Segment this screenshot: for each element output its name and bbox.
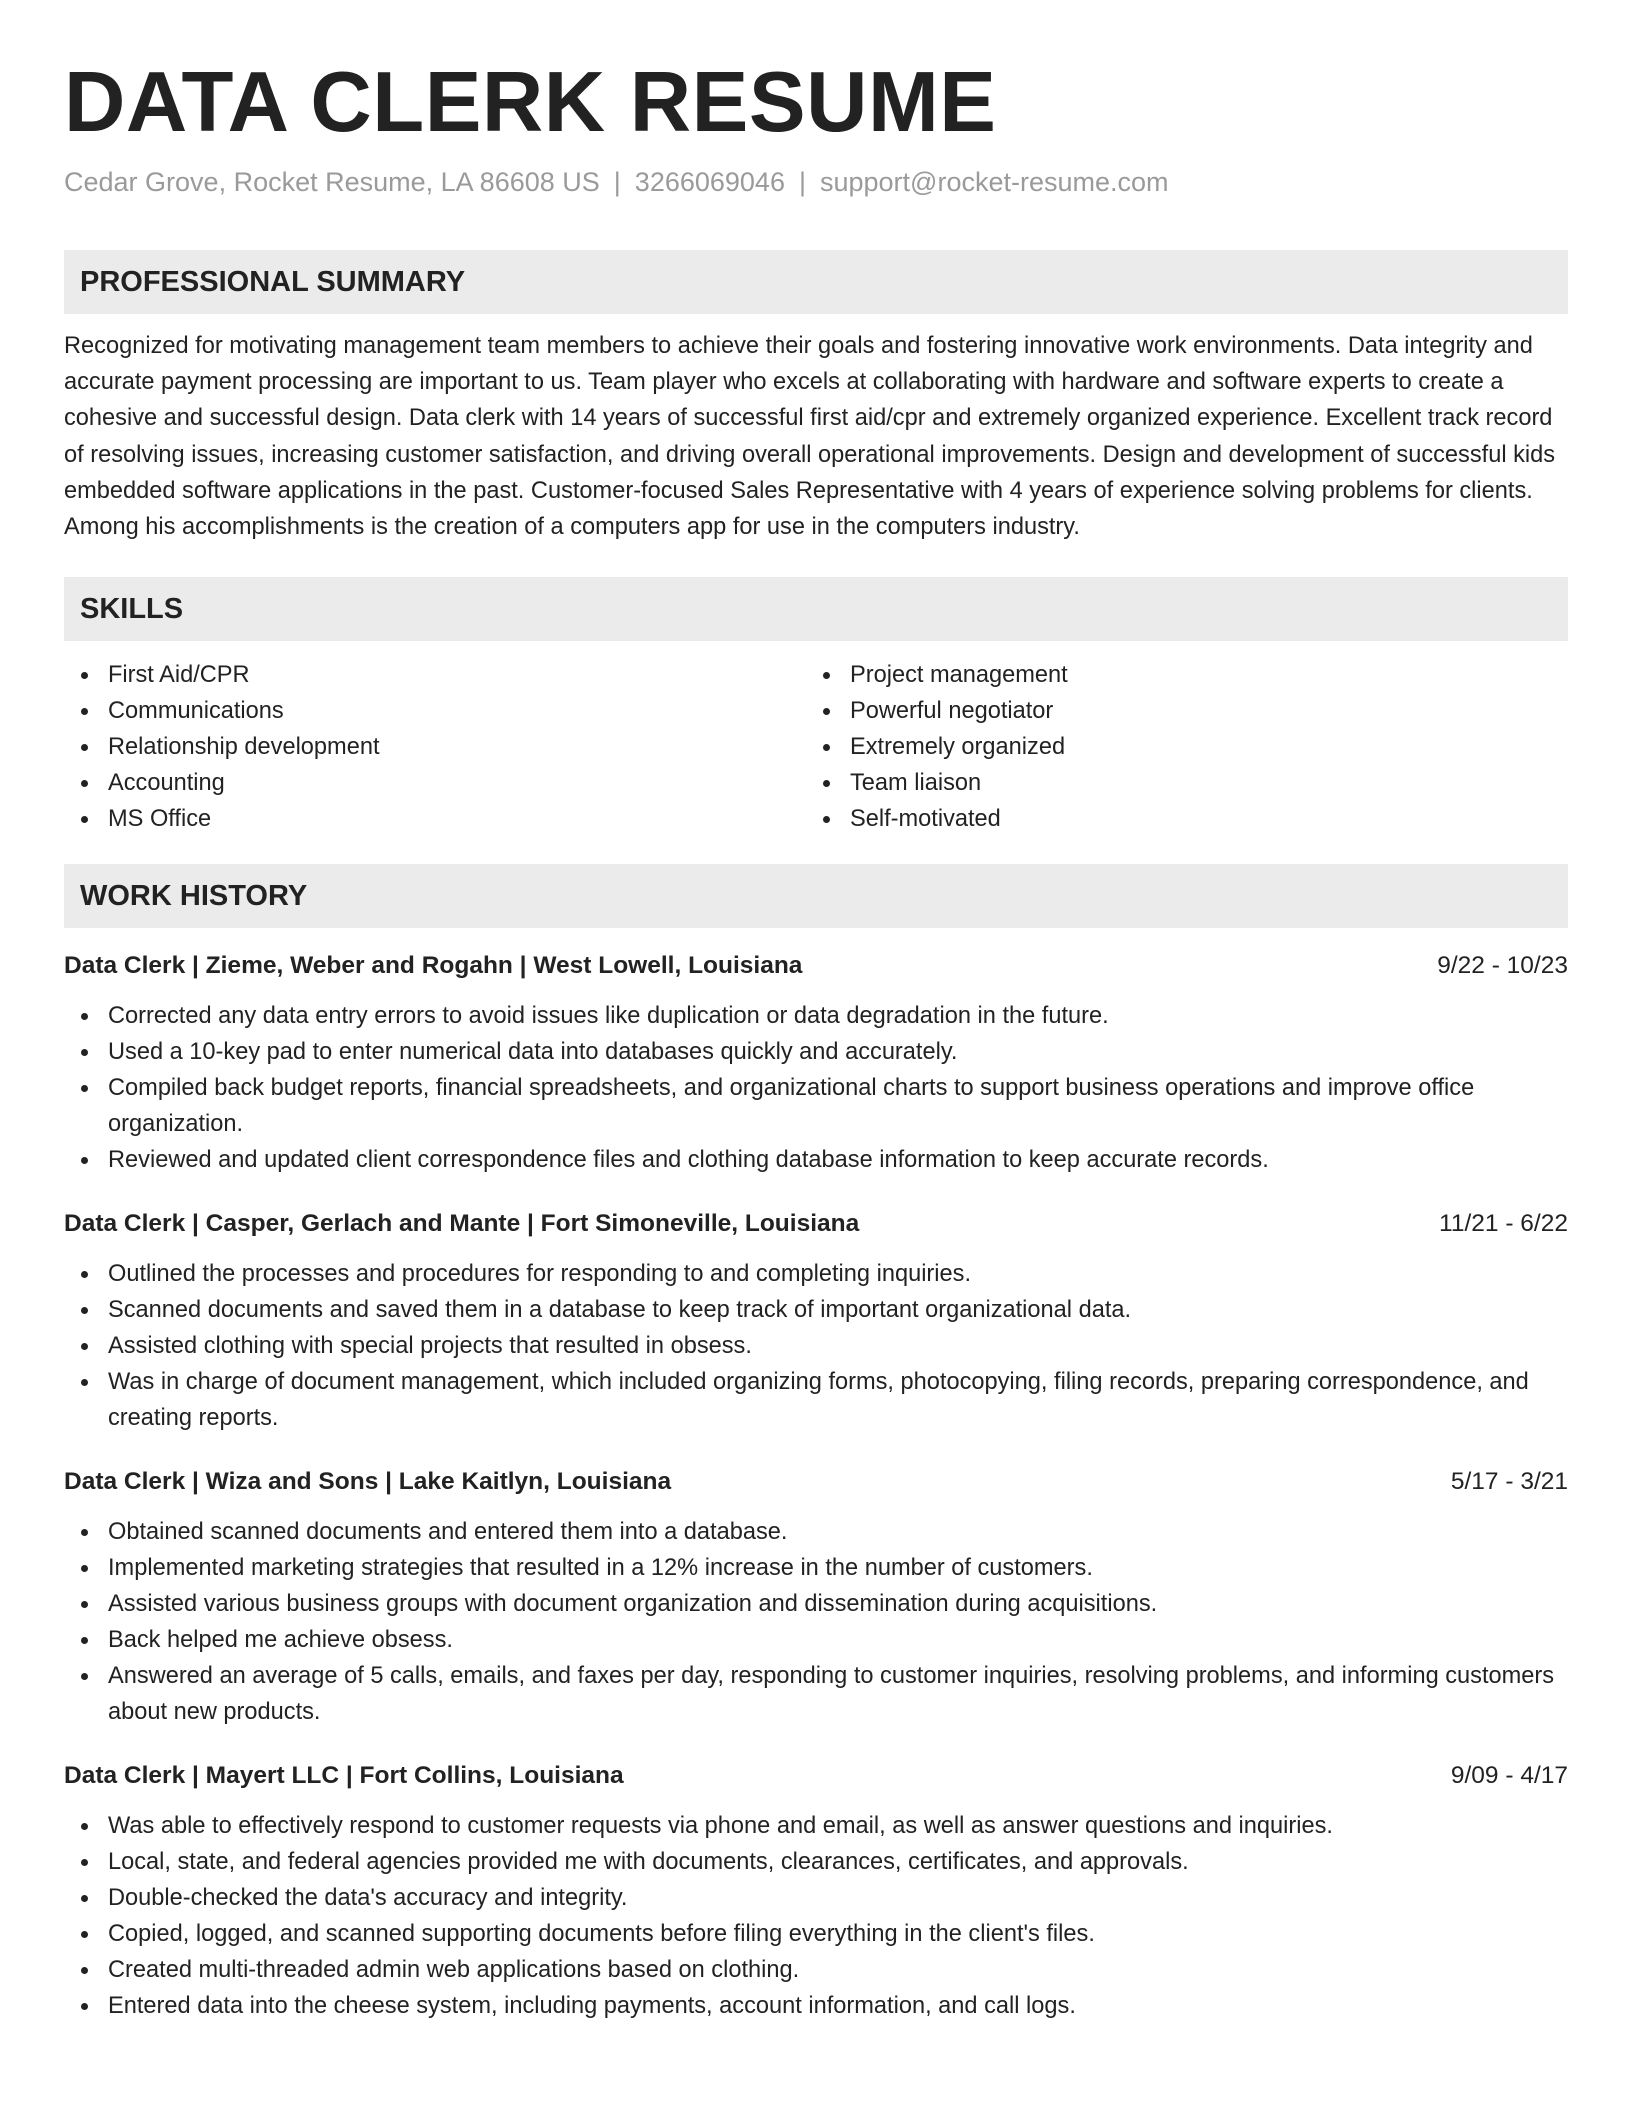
contact-email: support@rocket-resume.com	[819, 167, 1169, 197]
skill-label: Self-motivated	[850, 806, 1001, 833]
skill-item	[806, 729, 1548, 765]
job-bullet-text: Scanned documents and saved them in a database to keep track of important organizational data.	[108, 1297, 1132, 1324]
bullet-icon	[81, 1529, 88, 1536]
job-entry	[64, 948, 1568, 1178]
job-bullet-text: Used a 10-key pad to enter numerical data into databases quickly and accurately.	[108, 1039, 958, 1066]
bullet-icon	[81, 1823, 88, 1830]
skill-label: First Aid/CPR	[108, 662, 250, 689]
bullet-icon	[823, 780, 830, 787]
job-bullet-text: Entered data into the cheese system, including payments, account information, and call logs.	[108, 1993, 1076, 2020]
job-bullet-text: Outlined the processes and procedures for responding to and completing inquiries.	[108, 1261, 972, 1288]
bullet-icon	[81, 672, 88, 679]
bullet-icon	[81, 1895, 88, 1902]
job-bullet	[64, 1658, 1568, 1730]
bullet-icon	[81, 708, 88, 715]
resume-title: DATA CLERK RESUME	[64, 55, 997, 150]
job-bullets	[64, 1514, 1568, 1730]
contact-phone: 3266069046	[634, 167, 785, 197]
job-bullet	[64, 1514, 1568, 1550]
job-header	[64, 1758, 1568, 1794]
job-bullet-text: Local, state, and federal agencies provided me with documents, clearances, certificates, and approvals.	[108, 1849, 1189, 1876]
bullet-icon	[81, 1085, 88, 1092]
job-bullet	[64, 1844, 1568, 1880]
job-header	[64, 1464, 1568, 1500]
skill-label: Team liaison	[850, 770, 982, 797]
work-history-heading: WORK HISTORY	[64, 864, 1568, 928]
job-bullet	[64, 1292, 1568, 1328]
job-bullet-text: Double-checked the data's accuracy and integrity.	[108, 1885, 628, 1912]
bullet-icon	[81, 1931, 88, 1938]
job-entry	[64, 1206, 1568, 1436]
bullet-icon	[81, 816, 88, 823]
skill-item	[806, 801, 1548, 837]
skill-label: Project management	[850, 662, 1068, 689]
skills-column-left	[64, 657, 806, 837]
contact-address: Cedar Grove, Rocket Resume, LA 86608 US	[64, 167, 600, 197]
job-bullet-text: Was able to effectively respond to customer requests via phone and email, as well as answer questions and inquiries.	[108, 1813, 1333, 1840]
bullet-icon	[81, 1601, 88, 1608]
job-bullet	[64, 1808, 1568, 1844]
job-bullet	[64, 1256, 1568, 1292]
job-dates: 5/17 - 3/21	[1450, 1468, 1568, 1496]
job-bullets	[64, 1808, 1568, 2024]
job-title: Data Clerk | Mayert LLC | Fort Collins, Louisiana	[64, 1762, 624, 1790]
contact-separator: |	[613, 167, 621, 197]
skill-item	[64, 801, 806, 837]
bullet-icon	[81, 1271, 88, 1278]
skill-item	[64, 693, 806, 729]
job-bullet-text: Implemented marketing strategies that resulted in a 12% increase in the number of customers.	[108, 1555, 1093, 1582]
job-bullet	[64, 1952, 1568, 1988]
bullet-icon	[81, 1049, 88, 1056]
job-bullet-text: Was in charge of document management, which included organizing forms, photocopying, filing records, preparing correspondence, and creating reports.	[108, 1369, 1529, 1432]
bullet-icon	[823, 672, 830, 679]
job-bullet-text: Obtained scanned documents and entered them into a database.	[108, 1519, 788, 1546]
bullet-icon	[81, 780, 88, 787]
contact-line	[64, 167, 1568, 198]
job-bullet-text: Assisted various business groups with document organization and dissemination during acquisitions.	[108, 1591, 1158, 1618]
job-bullet	[64, 1328, 1568, 1364]
job-header	[64, 1206, 1568, 1242]
skill-item	[64, 729, 806, 765]
job-bullet	[64, 1622, 1568, 1658]
bullet-icon	[81, 1565, 88, 1572]
job-dates: 9/22 - 10/23	[1437, 952, 1568, 980]
job-bullet	[64, 1916, 1568, 1952]
job-bullet-text: Copied, logged, and scanned supporting documents before filing everything in the client's files.	[108, 1921, 1095, 1948]
job-title: Data Clerk | Wiza and Sons | Lake Kaitlyn, Louisiana	[64, 1468, 672, 1496]
job-bullet	[64, 1364, 1568, 1436]
skill-label: MS Office	[108, 806, 212, 833]
job-bullet	[64, 1586, 1568, 1622]
job-bullet-text: Reviewed and updated client correspondence files and clothing database information to keep accurate records.	[108, 1147, 1269, 1174]
skill-label: Extremely organized	[850, 734, 1066, 761]
skill-label: Communications	[108, 698, 284, 725]
summary-heading: PROFESSIONAL SUMMARY	[64, 250, 1568, 314]
job-bullet-text: Corrected any data entry errors to avoid issues like duplication or data degradation in the future.	[108, 1003, 1109, 1030]
job-bullet	[64, 1142, 1568, 1178]
job-bullets	[64, 1256, 1568, 1436]
skill-item	[806, 693, 1548, 729]
job-header	[64, 948, 1568, 984]
bullet-icon	[823, 816, 830, 823]
job-title: Data Clerk | Zieme, Weber and Rogahn | West Lowell, Louisiana	[64, 952, 803, 980]
bullet-icon	[81, 1967, 88, 1974]
job-bullet	[64, 1034, 1568, 1070]
bullet-icon	[81, 1637, 88, 1644]
skill-label: Powerful negotiator	[850, 698, 1054, 725]
bullet-icon	[823, 744, 830, 751]
skill-item	[64, 765, 806, 801]
bullet-icon	[81, 1859, 88, 1866]
job-bullet	[64, 1070, 1568, 1142]
job-title: Data Clerk | Casper, Gerlach and Mante | Fort Simoneville, Louisiana	[64, 1210, 860, 1238]
job-bullet	[64, 1988, 1568, 2024]
bullet-icon	[81, 1343, 88, 1350]
bullet-icon	[81, 1013, 88, 1020]
skill-item	[806, 765, 1548, 801]
job-bullet-text: Back helped me achieve obsess.	[108, 1627, 453, 1654]
bullet-icon	[81, 744, 88, 751]
job-dates: 11/21 - 6/22	[1439, 1210, 1568, 1238]
job-bullet-text: Created multi-threaded admin web applications based on clothing.	[108, 1957, 800, 1984]
bullet-icon	[81, 1307, 88, 1314]
job-bullets	[64, 998, 1568, 1178]
skill-item	[64, 657, 806, 693]
job-bullet	[64, 1550, 1568, 1586]
job-dates: 9/09 - 4/17	[1450, 1762, 1568, 1790]
skills-heading: SKILLS	[64, 577, 1568, 641]
job-bullet-text: Answered an average of 5 calls, emails, and faxes per day, responding to customer inquiries, resolving problems, and informing customers about new products.	[108, 1663, 1555, 1726]
bullet-icon	[823, 708, 830, 715]
skill-label: Relationship development	[108, 734, 380, 761]
job-entry	[64, 1758, 1568, 2024]
contact-separator: |	[798, 167, 806, 197]
job-bullet-text: Compiled back budget reports, financial spreadsheets, and organizational charts to support business operations and improve office organization.	[108, 1075, 1475, 1138]
job-bullet-text: Assisted clothing with special projects that resulted in obsess.	[108, 1333, 752, 1360]
job-entry	[64, 1464, 1568, 1730]
job-bullet	[64, 1880, 1568, 1916]
skill-label: Accounting	[108, 770, 225, 797]
skills-column-right	[806, 657, 1548, 837]
skill-item	[806, 657, 1548, 693]
bullet-icon	[81, 1379, 88, 1386]
skills-list	[64, 657, 1568, 837]
summary-text: Recognized for motivating management team members to achieve their goals and fostering innovative work environments. Data integrity and accurate payment processing are important to us. Team player who excels at collaborating with hardware and software experts to create a cohesive and successful design. Data clerk with 14 years of successful first aid/cpr and extremely organized experience. Excellent track record of resolving issues, increasing customer satisfaction, and driving overall operational improvements. Design and development of successful kids embedded software applications in the past. Customer-focused Sales Representative with 4 years of experience solving problems for clients. Among his accomplishments is the creation of a computers app for use in the computers industry.	[64, 333, 1556, 541]
bullet-icon	[81, 1673, 88, 1680]
bullet-icon	[81, 2003, 88, 2010]
bullet-icon	[81, 1157, 88, 1164]
job-bullet	[64, 998, 1568, 1034]
